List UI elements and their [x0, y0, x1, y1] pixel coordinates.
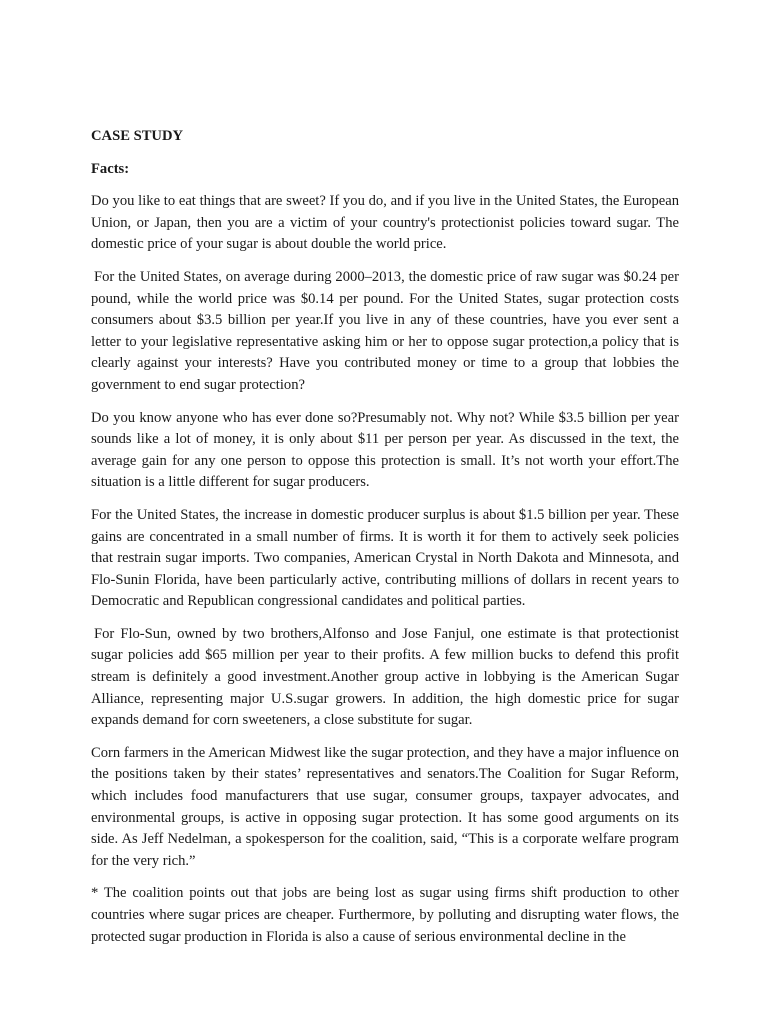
paragraph-6: Corn farmers in the American Midwest like the sugar protection, and they have a major influence on the positions taken by their states’ representatives and senators.The Coalition for Sugar Reform, which includes food manufacturers that use sugar, consumer groups, taxpayer advocates, and environmental groups, is active in opposing sugar protection. It has some good arguments on its side. As Jeff Nedelman, a spokesperson for the coalition, said, “This is a corporate welfare program for the very rich.”: [91, 744, 679, 869]
document-body: [91, 126, 679, 959]
paragraph-1: Do you like to eat things that are sweet? If you do, and if you live in the United States, the European Union, or Japan, then you are a victim of your country's protectionist policies toward sugar. The domestic price of your sugar is about double the world price.: [91, 193, 679, 253]
paragraph-3: Do you know anyone who has ever done so?Presumably not. Why not? While $3.5 billion per year sounds like a lot of money, it is only about $11 per person per year. As discussed in the text, the average gain for any one person to oppose this protection is small. It’s not worth your effort.The situation is a little different for sugar producers.: [91, 409, 679, 491]
paragraph-2: For the United States, on average during 2000–2013, the domestic price of raw sugar was $0.24 per pound, while the world price was $0.14 per pound. For the United States, sugar protection costs consumers about $3.5 billion per year.If you live in any of these countries, have you ever sent a letter to your legislative representative asking him or her to oppose sugar protection,a policy that is clearly against your interests? Have you contributed money or time to a group that lobbies the government to end sugar protection?: [91, 268, 679, 393]
case-study-title: CASE STUDY: [91, 128, 184, 144]
paragraph-7: * The coalition points out that jobs are being lost as sugar using firms shift production to other countries where sugar prices are cheaper. Furthermore, by polluting and disrupting water flows, the protected sugar production in Florida is also a cause of serious environmental decline in the: [91, 885, 679, 945]
paragraph-5: For Flo-Sun, owned by two brothers,Alfonso and Jose Fanjul, one estimate is that protectionist sugar policies add $65 million per year to their profits. A few million bucks to defend this profit stream is definitely a good investment.Another group active in lobbying is the American Sugar Alliance, representing major U.S.sugar growers. In addition, the high domestic price for sugar expands demand for corn sweeteners, a close substitute for sugar.: [91, 625, 679, 729]
facts-heading: Facts:: [91, 160, 130, 177]
paragraph-4: For the United States, the increase in domestic producer surplus is about $1.5 billion per year. These gains are concentrated in a small number of firms. It is worth it for them to actively seek policies that restrain sugar imports. Two companies, American Crystal in North Dakota and Minnesota, and Flo-Sunin Florida, have been particularly active, contributing millions of dollars in recent years to Democratic and Republican congressional candidates and political parties.: [91, 506, 679, 610]
